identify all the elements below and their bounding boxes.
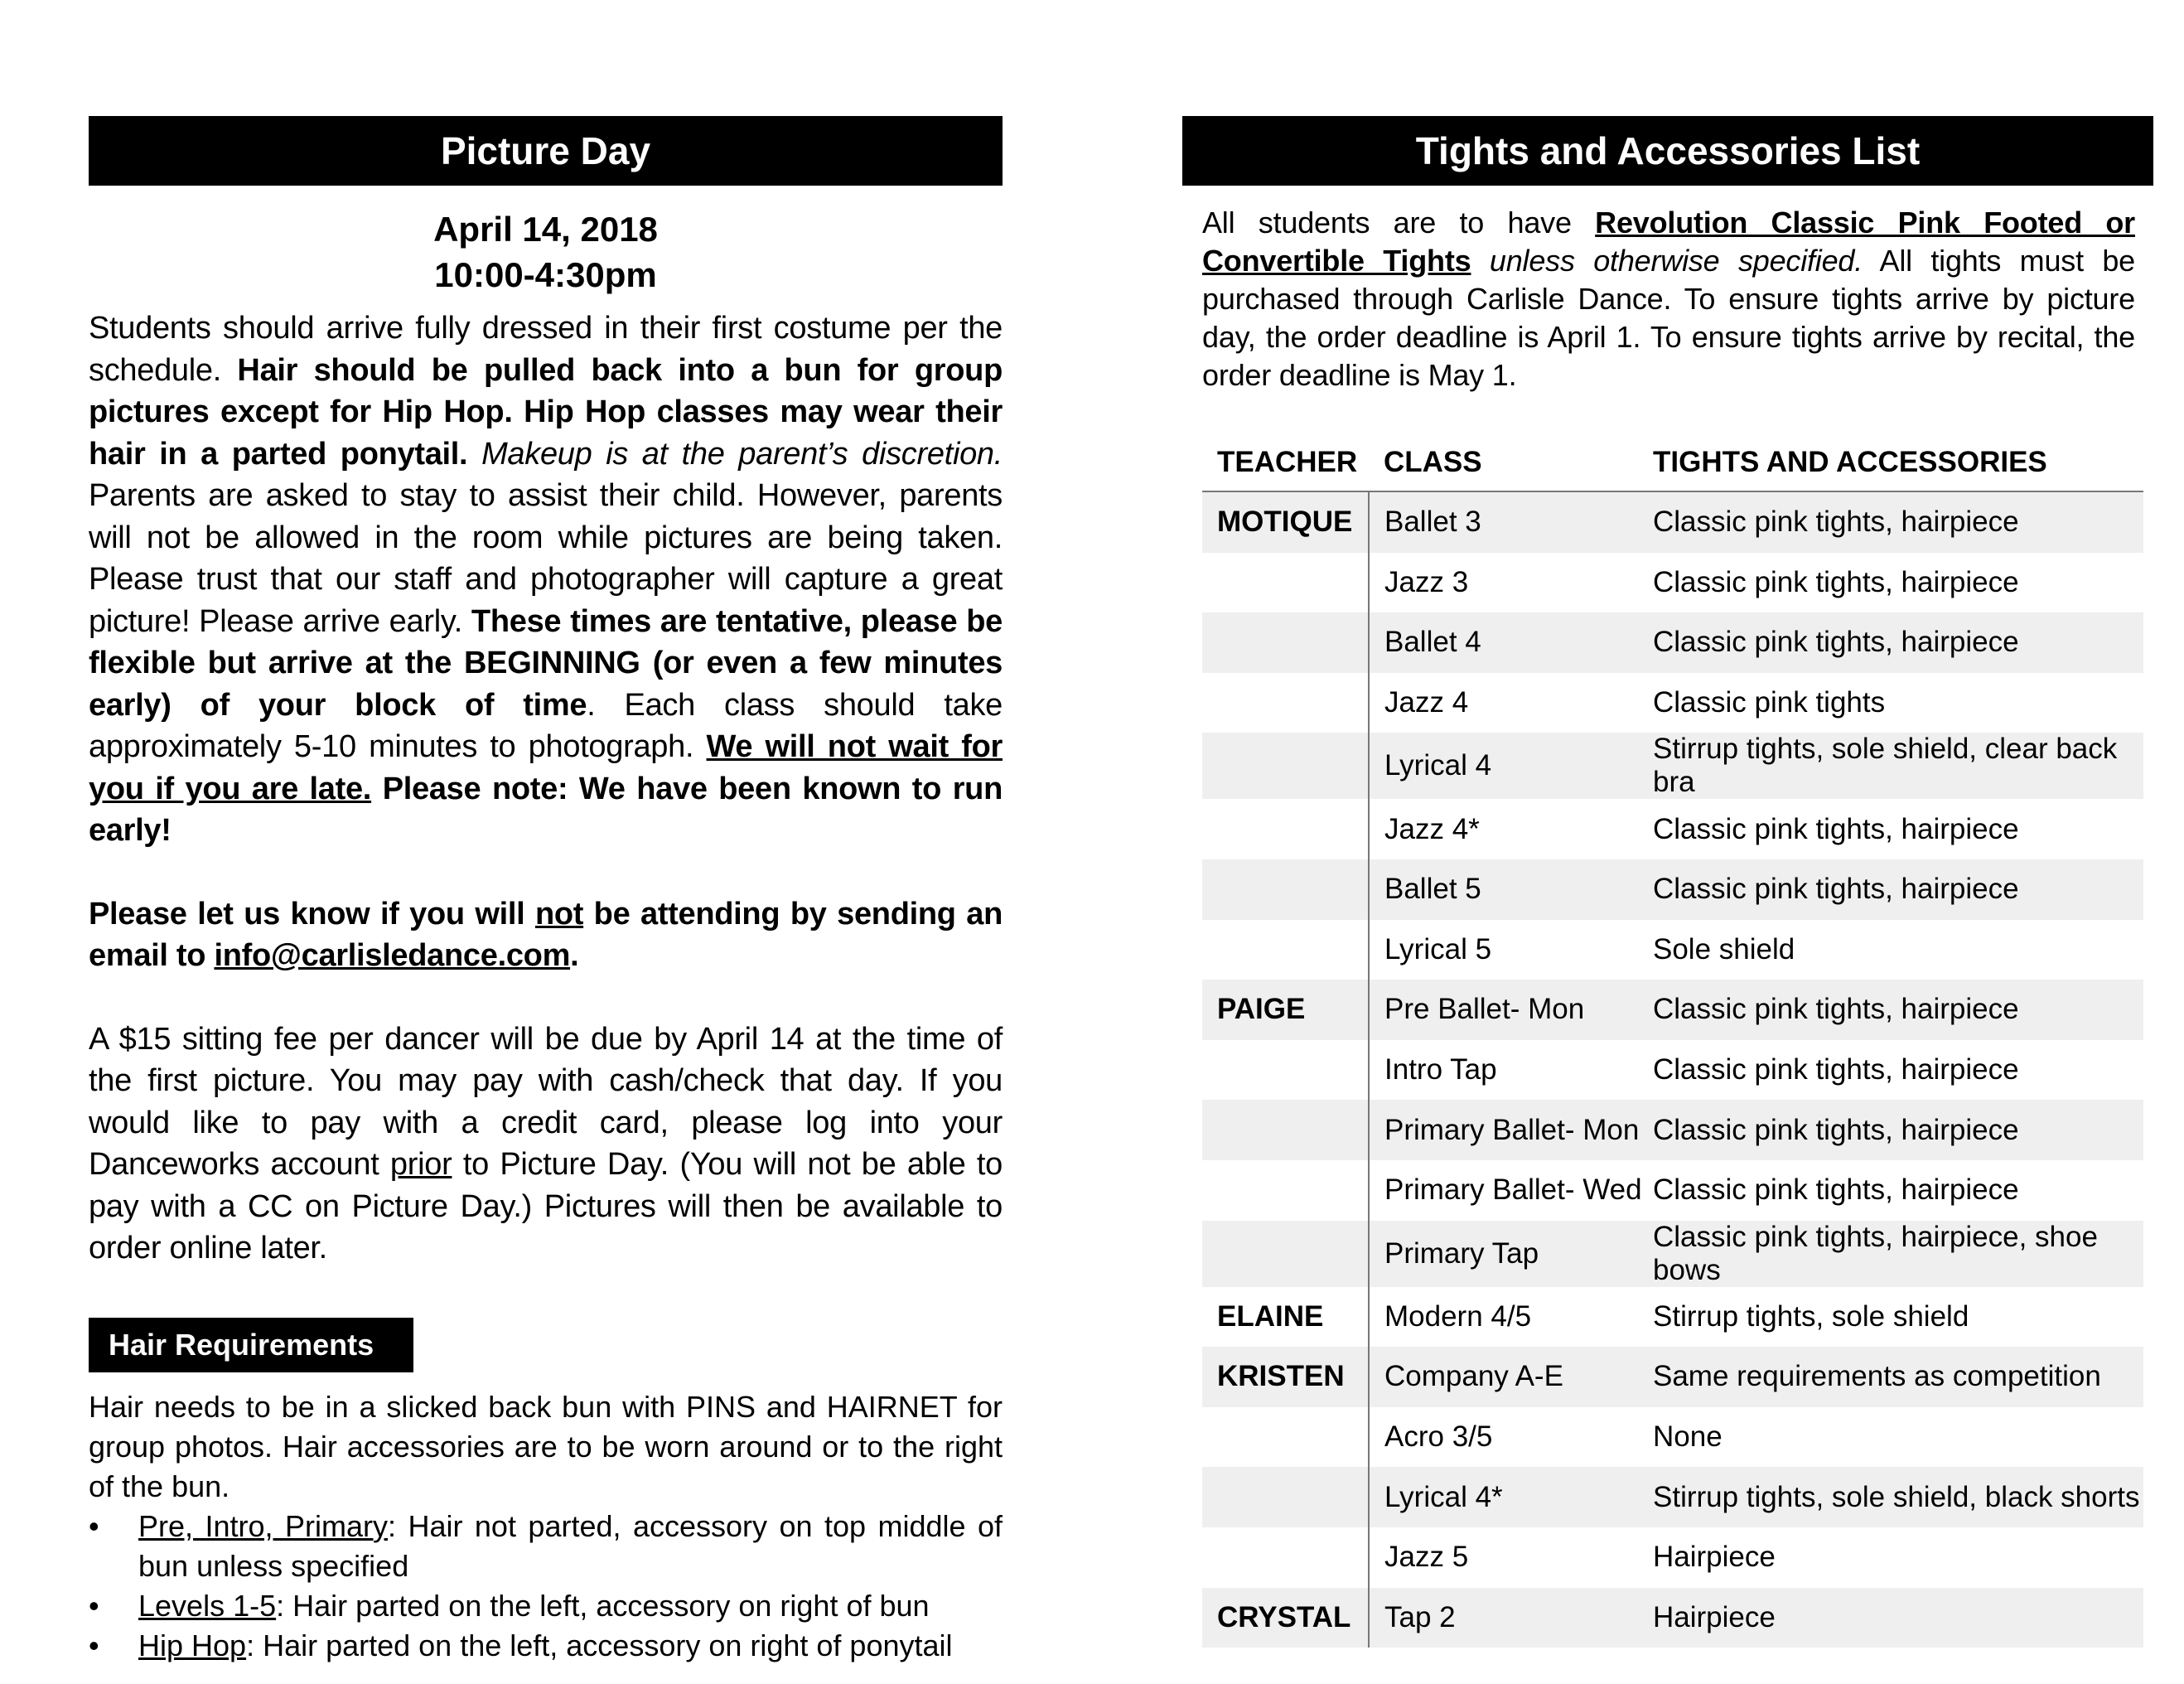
tights-cell: Classic pink tights, hairpiece <box>1653 812 2019 845</box>
text-run <box>467 437 481 472</box>
attendance-paragraph <box>89 893 1003 977</box>
teacher-cell <box>1202 733 1369 799</box>
tights-cell: Same requirements as competition <box>1653 1347 2143 1407</box>
teacher-cell <box>1202 799 1369 859</box>
table-row <box>1202 980 2143 1040</box>
tights-cell: Classic pink tights, hairpiece <box>1653 1100 2143 1160</box>
tights-cell: Classic pink tights, hairpiece <box>1653 565 2019 598</box>
bold-underlined-text-run: Revolution Classic Pink Footed or Convertible Tights <box>1202 206 2135 278</box>
table-row <box>1202 1100 2143 1160</box>
tights-cell: Hairpiece <box>1653 1541 1776 1574</box>
hair-list-item <box>89 1507 1003 1586</box>
table-row <box>1202 673 2143 733</box>
class-cell: Jazz 4 <box>1384 686 1469 719</box>
class-cell: Lyrical 5 <box>1384 932 1492 965</box>
bold-text-run: These times are tentative, please be flexible but arrive at the BEGINNING (or even a few minutes early) of your block of time <box>89 603 1003 723</box>
table-row <box>1202 612 2143 673</box>
class-cell: Ballet 4 <box>1369 612 1653 673</box>
italic-text-run: unless otherwise specified. <box>1489 244 1863 278</box>
table-row <box>1202 1221 2143 1287</box>
hair-requirements-title: Hair Requirements <box>89 1318 413 1372</box>
class-cell: Jazz 5 <box>1384 1541 1469 1574</box>
class-cell: Jazz 3 <box>1384 565 1469 598</box>
tights-cell: Classic pink tights, hairpiece <box>1653 1053 2019 1086</box>
text-run: . Each class should take approximately 5-10 minutes to photograph. <box>89 687 1003 764</box>
tights-cell: Classic pink tights, hairpiece <box>1653 980 2143 1040</box>
class-cell: Lyrical 4 <box>1369 733 1653 799</box>
teacher-cell <box>1202 1160 1369 1221</box>
tights-cell: Classic pink tights, hairpiece <box>1653 612 2143 673</box>
tights-cell: Classic pink tights, hairpiece, shoe bows <box>1653 1221 2143 1287</box>
bold-text-run: . <box>570 938 579 973</box>
text-run: Students should arrive fully dressed in their first costume per the schedule. <box>89 311 1003 388</box>
tights-cell: Hairpiece <box>1653 1588 2143 1648</box>
tights-cell: None <box>1653 1420 1723 1454</box>
table-row <box>1202 1588 2143 1648</box>
class-cell: Pre Ballet- Mon <box>1369 980 1653 1040</box>
picture-day-time: 10:00-4:30pm <box>434 255 657 294</box>
teacher-cell <box>1202 612 1369 673</box>
tights-cell: Stirrup tights, sole shield, black shorts <box>1653 1467 2143 1527</box>
tights-cell: Classic pink tights, hairpiece <box>1653 859 2143 920</box>
bullet-icon: • <box>89 1508 99 1543</box>
text-run: A $15 sitting fee per dancer will be due by April 14 at the time of the first picture. You may pay with cash/check that day. If you would like to pay with a credit card, please log into your Danceworks account <box>89 1021 1003 1182</box>
teacher-cell <box>1202 1221 1369 1287</box>
bullet-icon: • <box>89 1588 99 1623</box>
hair-intro: Hair needs to be in a slicked back bun with PINS and HAIRNET for group photos. Hair accessories are to be worn around or to the right of the bun. <box>89 1389 1003 1503</box>
tights-cell: Stirrup tights, sole shield, clear back bra <box>1653 733 2143 799</box>
email-link[interactable]: info@carlisledance.com <box>214 938 571 973</box>
teacher-cell: PAIGE <box>1202 980 1369 1040</box>
class-cell: Primary Tap <box>1369 1221 1653 1287</box>
arrival-paragraph <box>89 307 1003 852</box>
class-cell: Acro 3/5 <box>1384 1420 1493 1454</box>
tights-intro <box>1202 204 2135 394</box>
picture-day-section <box>89 116 1003 1666</box>
table-row <box>1202 553 2143 613</box>
hair-list <box>89 1507 1003 1666</box>
teacher-cell <box>1202 920 1369 980</box>
teacher-cell: MOTIQUE <box>1202 491 1369 553</box>
class-cell: Primary Ballet- Mon <box>1369 1100 1653 1160</box>
teacher-cell <box>1202 1100 1369 1160</box>
picture-day-date: April 14, 2018 <box>433 210 658 249</box>
text-run <box>1471 244 1489 278</box>
class-cell: Company A-E <box>1369 1347 1653 1407</box>
text-run: to Picture Day. (You will not be able to pay with a CC on Picture Day.) Pictures will then be available to order online later. <box>89 1147 1003 1265</box>
teacher-cell <box>1202 553 1369 613</box>
table-row <box>1202 859 2143 920</box>
class-cell: Tap 2 <box>1369 1588 1653 1648</box>
sitting-fee-paragraph <box>89 1019 1003 1270</box>
teacher-cell: CRYSTAL <box>1202 1588 1369 1648</box>
hair-item-text: : Hair parted on the left, accessory on right of ponytail <box>246 1628 953 1662</box>
class-cell: Modern 4/5 <box>1384 1299 1532 1333</box>
table-row <box>1202 1467 2143 1527</box>
table-row <box>1202 1160 2143 1221</box>
hair-list-item <box>89 1626 1003 1666</box>
header-class: CLASS <box>1369 434 1653 491</box>
table-row <box>1202 1287 2143 1348</box>
italic-text-run: Makeup is at the parent’s discretion. <box>481 436 1003 472</box>
tights-cell: Classic pink tights <box>1653 686 1886 719</box>
hair-item-text: : Hair parted on the left, accessory on right of bun <box>276 1588 930 1623</box>
bold-text-run: be attending by sending an email to <box>89 896 1003 973</box>
tights-cell: Stirrup tights, sole shield <box>1653 1299 1969 1333</box>
text-run: All students are to have <box>1202 206 1596 240</box>
hair-item-label: Levels 1-5 <box>138 1588 277 1623</box>
tights-section <box>1182 116 2153 1648</box>
header-teacher: TEACHER <box>1202 434 1369 491</box>
table-row <box>1202 1040 2143 1101</box>
hair-list-item <box>89 1586 1003 1626</box>
table-header-row <box>1202 434 2143 491</box>
bold-text-run: Please let us know if you will <box>89 896 535 932</box>
teacher-cell <box>1202 673 1369 733</box>
table-row <box>1202 1347 2143 1407</box>
class-cell: Intro Tap <box>1384 1053 1497 1086</box>
table-row <box>1202 733 2143 799</box>
bold-underlined-text-run: We will not wait for you if you are late. <box>89 729 1003 806</box>
teacher-cell <box>1202 859 1369 920</box>
class-cell: Ballet 3 <box>1369 491 1653 553</box>
teacher-cell <box>1202 1467 1369 1527</box>
text-run: All tights must be purchased through Carlisle Dance. To ensure tights arrive by picture day, the order deadline is April 1. To ensure tights arrive by recital, the order deadline is May 1. <box>1202 244 2135 392</box>
class-cell: Primary Ballet- Wed <box>1384 1173 1642 1207</box>
teacher-cell: KRISTEN <box>1202 1347 1369 1407</box>
teacher-cell <box>1202 1407 1369 1468</box>
bullet-icon: • <box>89 1628 99 1662</box>
bold-text-run: Hair should be pulled back into a bun for group pictures except for Hip Hop. Hip Hop classes may wear their hair in a parted ponytail. <box>89 352 1003 472</box>
hair-item-text: : Hair not parted, accessory on top middle of bun unless specified <box>138 1508 1003 1583</box>
class-cell: Jazz 4* <box>1384 812 1480 845</box>
underlined-text-run: prior <box>389 1147 452 1182</box>
hair-item-label: Pre, Intro, Primary <box>138 1508 388 1543</box>
bold-text-run: Please note: We have been known to run early! <box>89 771 1003 848</box>
underlined-text-run: not <box>534 896 584 932</box>
table-row <box>1202 1527 2143 1588</box>
tights-title: Tights and Accessories List <box>1182 116 2153 186</box>
tights-table <box>1202 434 2143 1648</box>
tights-cell: Classic pink tights, hairpiece <box>1653 1173 2019 1207</box>
tights-cell: Sole shield <box>1653 932 1795 965</box>
table-row <box>1202 799 2143 859</box>
hair-item-label: Hip Hop <box>138 1628 247 1662</box>
teacher-cell <box>1202 1527 1369 1588</box>
class-cell: Lyrical 4* <box>1369 1467 1653 1527</box>
table-row <box>1202 491 2143 553</box>
picture-day-date-block <box>89 206 1003 298</box>
tights-table-body <box>1202 491 2143 1648</box>
teacher-cell: ELAINE <box>1202 1287 1369 1348</box>
text-run: Parents are asked to stay to assist their child. However, parents will not be allowed in the room while pictures are being taken. Please trust that our staff and photographer will capture a great picture! Please arrive early. <box>89 478 1003 639</box>
class-cell: Ballet 5 <box>1369 859 1653 920</box>
picture-day-title: Picture Day <box>89 116 1003 186</box>
table-row <box>1202 1407 2143 1468</box>
header-tights: TIGHTS AND ACCESSORIES <box>1653 434 2143 491</box>
table-row <box>1202 920 2143 980</box>
teacher-cell <box>1202 1040 1369 1101</box>
tights-cell: Classic pink tights, hairpiece <box>1653 491 2143 553</box>
